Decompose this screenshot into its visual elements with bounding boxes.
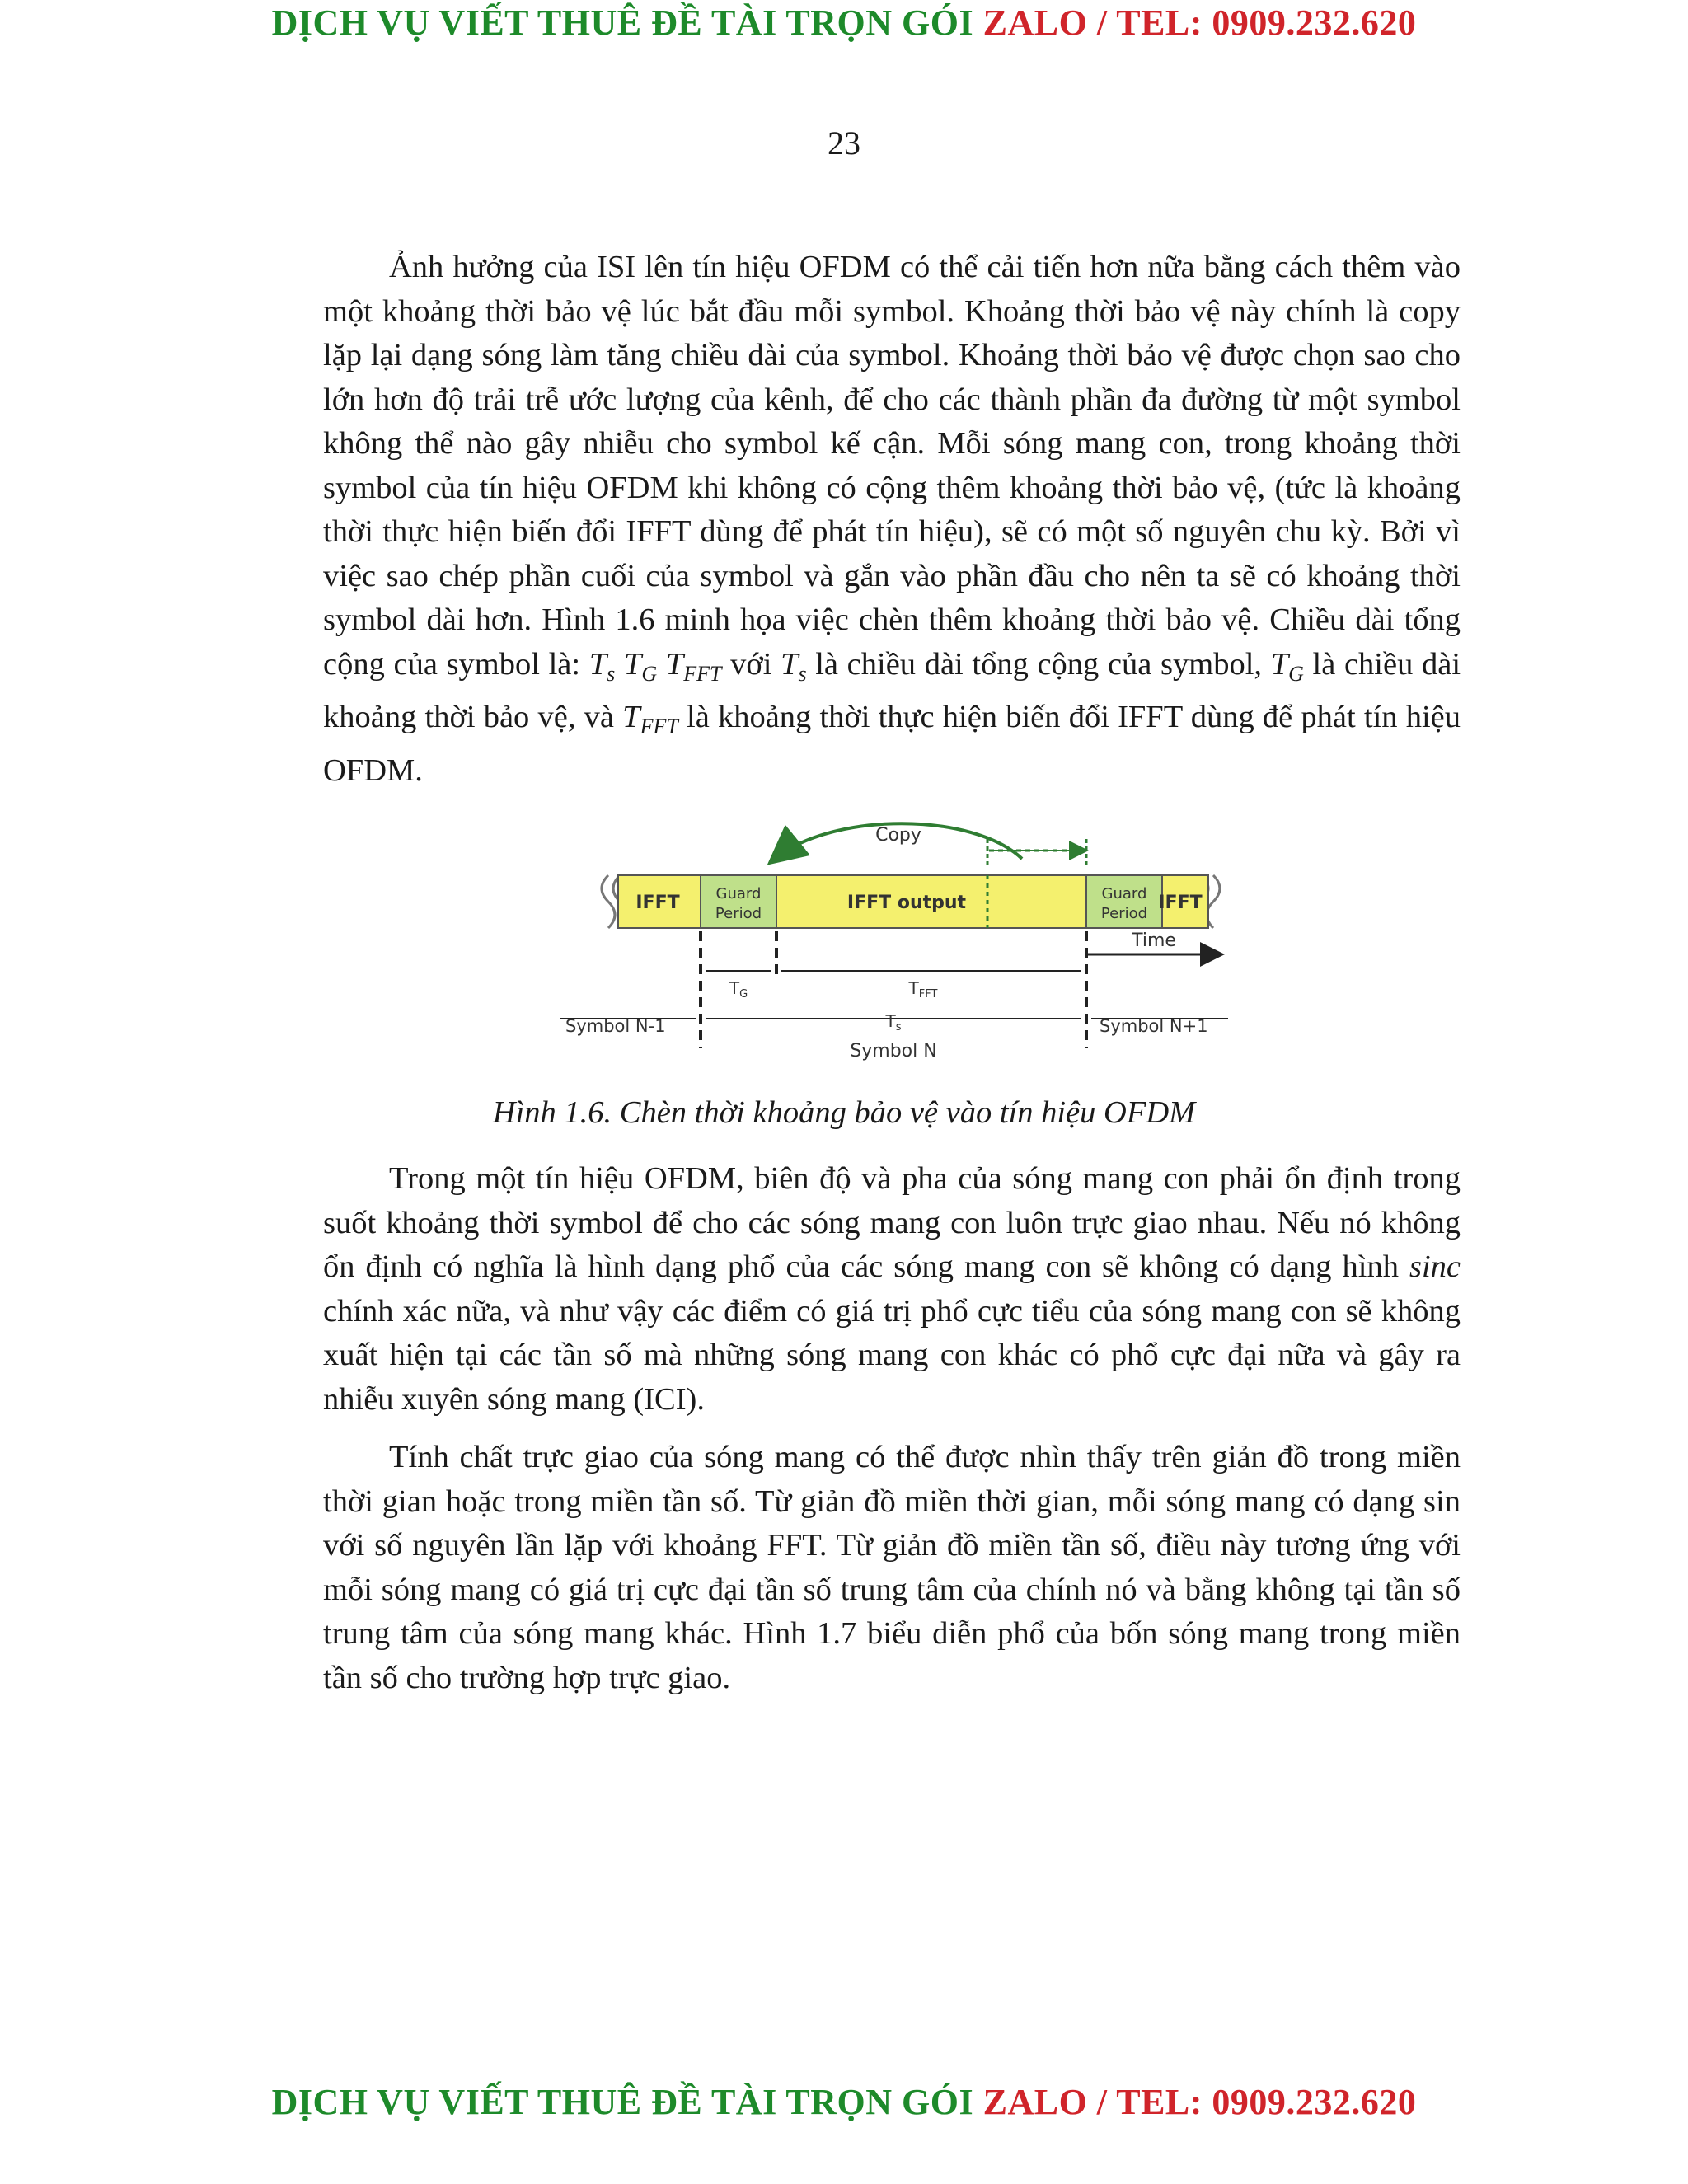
para1-text-e: là khoảng thời thực hiện biến đổi IFFT dùng để phát tín hiệu OFDM. (323, 700, 1461, 788)
header-banner (0, 2, 1688, 44)
symbol-tfft: $T_{FFT}$ (622, 700, 678, 738)
time-label: Time (1132, 930, 1176, 951)
tg-label: $T_G$ (729, 978, 748, 1001)
guard-left-line1: Guard (715, 885, 762, 902)
copy-label: Copy (875, 825, 921, 846)
page-number: 23 (828, 124, 860, 162)
banner-service-text: DỊCH VỤ VIẾT THUÊ ĐỀ TÀI TRỌN GÓI (271, 2, 983, 43)
guard-left-line2: Period (715, 905, 762, 922)
tfft-label: $T_{FFT}$ (908, 978, 938, 1001)
symbol-tg: $T_G$ (1270, 646, 1304, 686)
ofdm-symbol-diagram (560, 816, 1236, 1080)
para1-text-a: Ảnh hưởng của ISI lên tín hiệu OFDM có thể cải tiến hơn nữa bằng cách thêm vào một khoảng thời bảo vệ lúc bắt đầu mỗi symbol. Khoảng thời bảo vệ này chính là copy lặp lại dạng sóng làm tăng chiều dài của symbol. Khoảng thời bảo vệ được chọn sao cho lớn hơn độ trải trễ ước lượng của kênh, để cho các thành phần đa đường từ một symbol không thể nào gây nhiễu cho symbol kế cận. Mỗi sóng mang con, trong khoảng thời symbol của tín hiệu OFDM khi không có cộng thêm khoảng thời bảo vệ, (tức là khoảng thời thực hiện biến đổi IFFT dùng để phát tín hiệu), sẽ có một số nguyên chu kỳ. Bởi vì việc sao chép phần cuối của symbol và gắn vào phần đầu cho nên ta sẽ có khoảng thời symbol dài hơn. Hình 1.6 minh họa việc chèn thêm khoảng thời bảo vệ. Chiều dài tổng cộng của symbol là: (323, 250, 1461, 682)
ifft-left-label: IFFT (635, 893, 680, 913)
paragraph-amplitude-phase (323, 1157, 1461, 1422)
guard-right-line2: Period (1100, 905, 1148, 922)
formula-ts: $T_s$ $T_G$ $T_{FFT}$ (588, 646, 722, 686)
ifft-output-label: IFFT output (846, 893, 967, 913)
symbol-n-minus-1-label: Symbol N-1 (565, 1016, 666, 1036)
para2-text-b: chính xác nữa, và như vậy các điểm có giá trị phổ cực tiểu của sóng mang con sẽ không xuất hiện tại các tần số mà những sóng mang con khác có phổ cực đại nữa và gây ra nhiễu xuyên sóng mang (ICI). (323, 1293, 1461, 1417)
paragraph-orthogonality (323, 1436, 1461, 1700)
ts-label: $T_s$ (885, 1011, 902, 1033)
footer-contact-text: ZALO / TEL: 0909.232.620 (982, 2082, 1417, 2122)
paragraph-guard-interval (323, 246, 1461, 793)
para2-text-a: Trong một tín hiệu OFDM, biên độ và pha của sóng mang con phải ổn định trong suốt khoảng thời symbol để cho các sóng mang con luôn trực giao nhau. Nếu nó không ổn định có nghĩa là hình dạng phổ của các sóng mang con sẽ không có dạng hình (323, 1161, 1461, 1284)
para3-text: Tính chất trực giao của sóng mang có thể được nhìn thấy trên giản đồ trong miền thời gian hoặc trong miền tần số. Từ giản đồ miền thời gian, mỗi sóng mang có dạng sin với số nguyên lần lặp với khoảng FFT. Từ giản đồ miền tần số, điều này tương ứng với mỗi sóng mang có giá trị cực đại tần số trung tâm của chính nó và bằng không tại tần số trung tâm của sóng mang khác. Hình 1.7 biểu diễn phổ của bốn sóng mang trong miền tần số cho trường hợp trực giao. (323, 1440, 1461, 1695)
para1-text-c: là chiều dài tổng cộng của symbol, (806, 646, 1271, 682)
sinc-term: sinc (1409, 1249, 1461, 1284)
symbol-n-plus-1-label: Symbol N+1 (1100, 1016, 1208, 1036)
para1-text-d: là chiều dài khoảng thời bảo vệ, và (323, 646, 1461, 734)
banner-contact-text: ZALO / TEL: 0909.232.620 (982, 2, 1417, 43)
footer-service-text: DỊCH VỤ VIẾT THUÊ ĐỀ TÀI TRỌN GÓI (271, 2082, 983, 2122)
ifft-right-label: IFFT (1158, 893, 1203, 913)
guard-right-line1: Guard (1101, 885, 1147, 902)
symbol-ts: $T_s$ (781, 646, 807, 686)
footer-banner (0, 2081, 1688, 2123)
guard-interval-figure (560, 816, 1236, 1080)
symbol-n-label: Symbol N (850, 1041, 937, 1062)
figure-caption: Hình 1.6. Chèn thời khoảng bảo vệ vào tín hiệu OFDM (492, 1095, 1196, 1130)
para1-text-b: với (721, 646, 781, 682)
